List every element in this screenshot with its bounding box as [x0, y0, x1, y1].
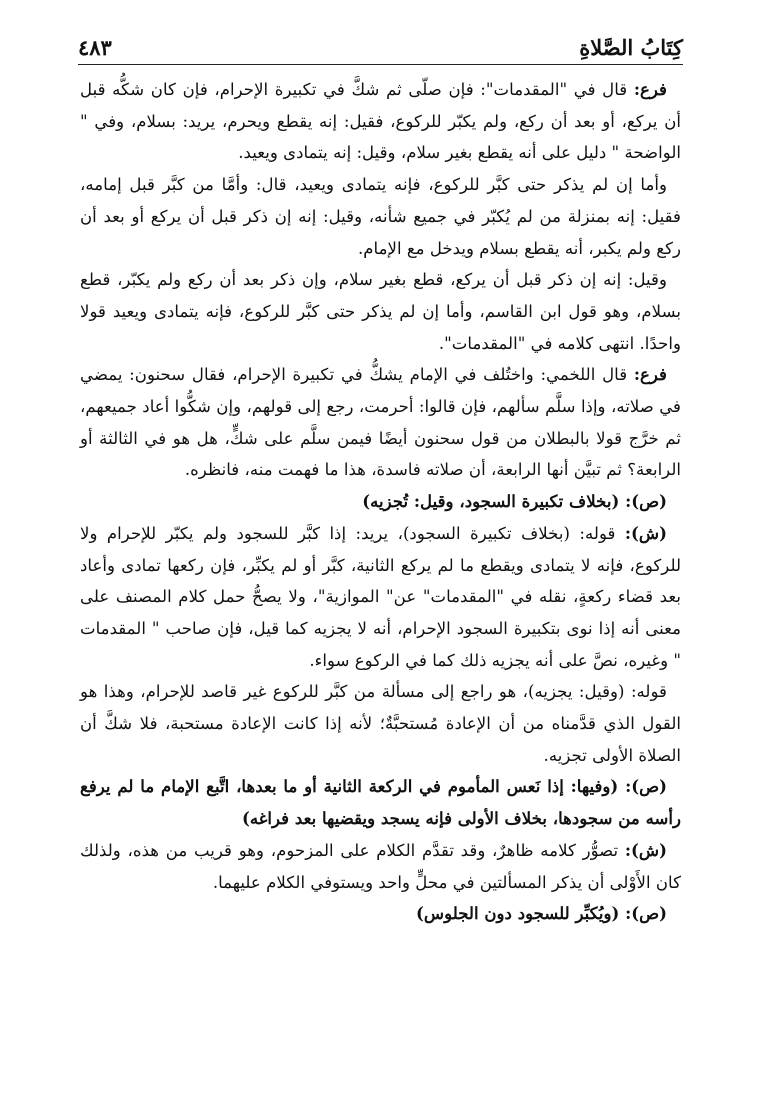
- paragraph-text: (ص): (ويُكبِّر للسجود دون الجلوس): [416, 903, 667, 924]
- paragraph-text: قوله: (وقيل: يجزيه)، هو راجع إلى مسألة من كبَّر للركوع غير قاصد للإحرام، وهذا هو القول الذي قدَّمناه من أن الإعادة مُستحبَّةٌ؛ لأنه إذا كانت الإعادة مستحبة، فلا شكَّ أن الصلاة الأولى تجزيه.: [80, 682, 681, 765]
- paragraph-kabbara-qabla-imam: [80, 169, 681, 264]
- paragraph-text: قوله: (بخلاف تكبيرة السجود)، يريد: إذا كبَّر للسجود ولم يكبّر للإحرام ولا للركوع، فإنه لا يتمادى ويقطع ما لم يركع الثانية، كبَّر أو لم يكبِّر، فإن ركعها تمادى وأعاد بعد قضاء ركعةٍ، نقله في "المقدمات" عن" الموازية"، ولا يصحُّ حمل كلام المصنف على معنى أنه إذا نوى بتكبيرة السجود الإحرام، أنه لا يجزيه كما قيل، فإن صاحب " المقدمات " وغيره، نصَّ على أنه يجزيه ذلك كما في الركوع سواء.: [80, 523, 681, 670]
- sharh-takbirat-sujud: [80, 518, 681, 677]
- running-title: كِتَابُ الصَّلاةِ: [579, 35, 683, 60]
- paragraph-lead: (ش):: [624, 522, 667, 543]
- paragraph-text: تصوُّر كلامه ظاهرٌ، وقد تقدَّم الكلام على المزحوم، وهو قريب من هذه، ولذلك كان الأَوْلى أن يذكر المسألتين في محلٍّ واحد ويستوفي الكلام عليهما.: [80, 840, 681, 892]
- page-header: [78, 28, 683, 65]
- paragraph-text: قال اللخمي: واختُلف في الإمام يشكُّ في تكبيرة الإحرام، فقال سحنون: يمضي في صلاته، وإذا سلَّم سألهم، فإن قالوا: أحرمت، رجع إلى قولهم، وإن شكُّوا أعاد جميعهم، ثم خرَّج قولا بالبطلان من قول سحنون أيضًا فيمن سلَّم على شكٍّ، هل هو في الثالثة أو الرابعة؟ ثم تبيَّن أنها الرابعة، أن صلاته فاسدة، هذا ما فهمت منه، فانظره.: [80, 365, 681, 480]
- paragraph-text: (ص): (بخلاف تكبيرة السجود، وقيل: تُجزيه): [362, 491, 667, 512]
- paragraph-far-muqaddimat: [80, 74, 681, 169]
- paragraph-qawluhu-yujzihi: [80, 676, 681, 771]
- page-number: ٤٨٣: [78, 35, 112, 60]
- paragraph-text: وأما إن لم يذكر حتى كبَّر للركوع، فإنه يتمادى ويعيد، قال: وأمَّا من كبَّر قبل إمامه، فقيل: إنه بمنزلة من لم يُكبّر في جميع شأنه، وقيل: إنه إن ذكر قبل أن يركع أو بعد أن ركع ولم يكبر، أنه يقطع بسلام ويدخل مع الإمام.: [80, 175, 681, 258]
- paragraph-wa-qila: [80, 264, 681, 359]
- sharh-nuas-mamum: [80, 835, 681, 898]
- matn-nuas-mamum: [80, 771, 681, 834]
- body-text: [80, 74, 681, 930]
- matn-yukabbir-lil-sujud: [80, 898, 681, 930]
- paragraph-text: وقيل: إنه إن ذكر قبل أن يركع، قطع بغير سلام، وإن ذكر بعد أن ركع ولم يكبّر، قطع بسلام، وهو قول ابن القاسم، وأما إن لم يذكر حتى كبَّر للركوع، فإنه يتمادى ويعيد قولا واحدًا. انتهى كلامه في "المقدمات".: [80, 270, 681, 353]
- paragraph-lead: فرع:: [633, 79, 667, 99]
- paragraph-text: قال في "المقدمات": فإن صلّى ثم شكَّ في تكبيرة الإحرام، فإن كان شكُّه قبل أن يركع، أو بعد أن ركع، ولم يكبّر للركوع، فقيل: إنه يقطع ويحرم، يريد: بسلام، وفي " الواضحة " دليل على أنه يقطع بغير سلام، وقيل: إنه يتمادى ويعيد.: [80, 80, 681, 163]
- paragraph-far-lakhmi: [80, 359, 681, 486]
- paragraph-lead: (ش):: [624, 839, 667, 860]
- paragraph-text: (ص): (وفيها: إذا نَعس المأموم في الركعة الثانية أو ما بعدها، اتَّبع الإمام ما لم يرفع رأسه من سجودها، بخلاف الأولى فإنه يسجد ويقضيها بعد فراغه): [80, 776, 681, 829]
- matn-takbirat-sujud: [80, 486, 681, 518]
- paragraph-lead: فرع:: [633, 364, 667, 385]
